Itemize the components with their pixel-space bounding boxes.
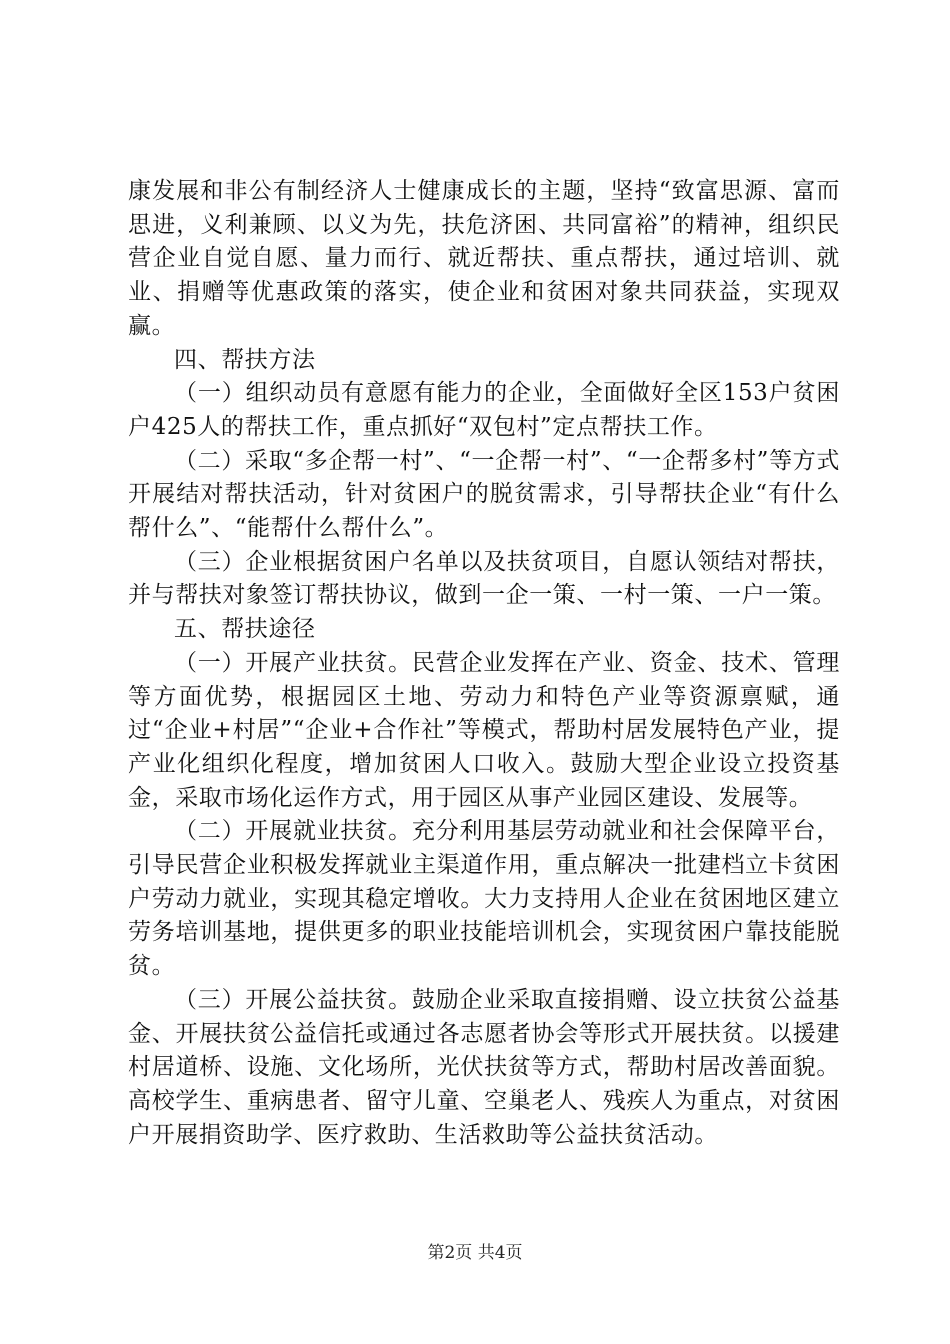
paragraph-method-2: （二）采取“多企帮一村”、“一企帮一村”、“一企帮多村”等方式开展结对帮扶活动，针对贫困户的脱贫需求，引导帮扶企业“有什么帮什么”、“能帮什么帮什么”。: [128, 447, 840, 542]
paragraph-method-3: （三）企业根据贫困户名单以及扶贫项目，自愿认领结对帮扶，并与帮扶对象签订帮扶协议，做到一企一策、一村一策、一户一策。: [128, 548, 840, 609]
page-footer: [0, 1238, 950, 1263]
paragraph-channel-employment: （二）开展就业扶贫。充分利用基层劳动就业和社会保障平台，引导民营企业积极发挥就业主渠道作用，重点解决一批建档立卡贫困户劳动力就业，实现其稳定增收。大力支持用人企业在贫困地区建立劳务培训基地，提供更多的职业技能培训机会，实现贫困户靠技能脱贫。: [128, 818, 840, 980]
document-body: [128, 175, 840, 1152]
paragraph-intro: 康发展和非公有制经济人士健康成长的主题，坚持“致富思源、富而思进，义利兼顾、以义为先，扶危济困、共同富裕”的精神，组织民营企业自觉自愿、量力而行、就近帮扶、重点帮扶，通过培训、就业、捐赠等优惠政策的落实，使企业和贫困对象共同获益，实现双赢。: [128, 178, 840, 339]
paragraph-method-1: （一）组织动员有意愿有能力的企业，全面做好全区153户贫困户425人的帮扶工作，重点抓好“双包村”定点帮扶工作。: [128, 380, 840, 440]
paragraph-channel-industry: （一）开展产业扶贫。民营企业发挥在产业、资金、技术、管理等方面优势，根据园区土地、劳动力和特色产业等资源禀赋，通过“企业+村居”“企业+合作社”等模式，帮助村居发展特色产业，提产业化组织化程度，增加贫困人口收入。鼓励大型企业设立投资基金，采取市场化运作方式，用于园区从事产业园区建设、发展等。: [128, 649, 840, 811]
page-number: 第2页 共4页: [427, 1243, 523, 1263]
paragraph-channel-charity: （三）开展公益扶贫。鼓励企业采取直接捐赠、设立扶贫公益基金、开展扶贫公益信托或通过各志愿者协会等形式开展扶贫。以援建村居道桥、设施、文化场所，光伏扶贫等方式，帮助村居改善面貌。高校学生、重病患者、留守儿童、空巢老人、残疾人为重点，对贫困户开展捐资助学、医疗救助、生活救助等公益扶贫活动。: [128, 986, 840, 1148]
section-heading-channels: 五、帮扶途径: [174, 616, 316, 643]
section-heading-methods: 四、帮扶方法: [174, 346, 316, 373]
